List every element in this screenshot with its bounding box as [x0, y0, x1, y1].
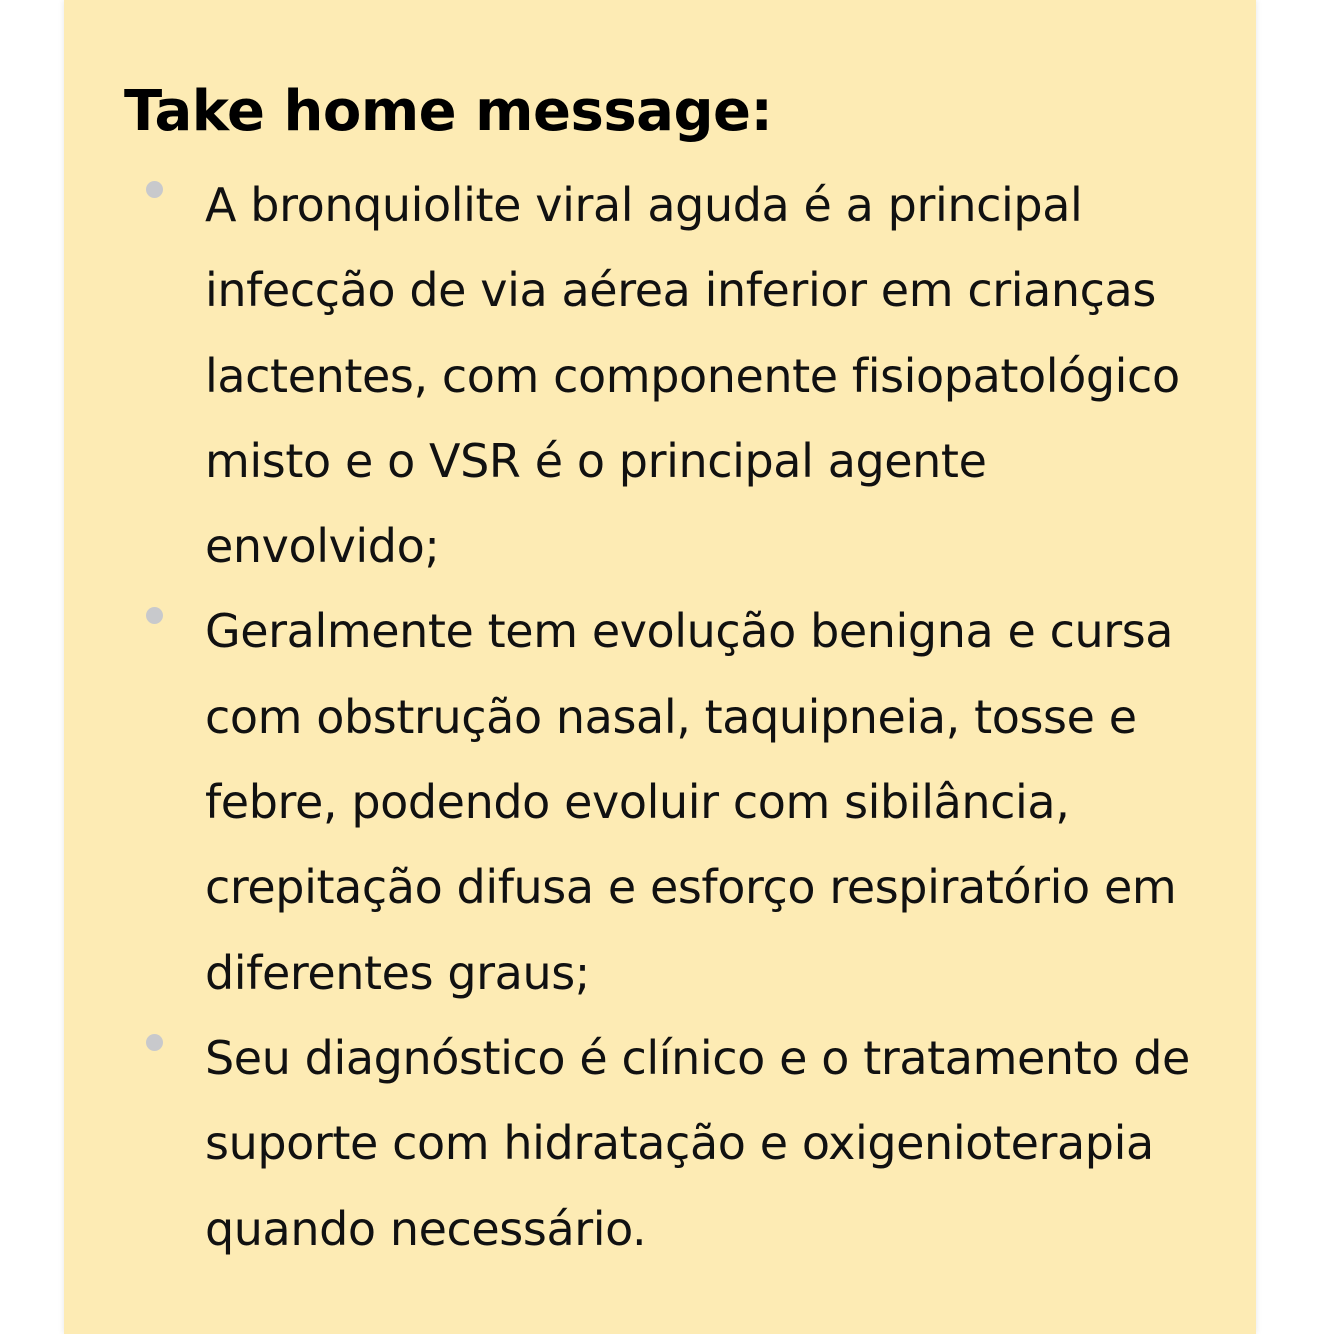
bullet-dot-icon — [146, 607, 163, 624]
bullet-dot-icon — [146, 1034, 163, 1051]
bullet-item — [64, 163, 1256, 589]
bullet-item — [64, 589, 1256, 1015]
card-title: Take home message: — [124, 79, 773, 144]
bullet-text: A bronquiolite viral aguda é a principal infecção de via aérea inferior em crianças lactentes, com componente fisiopatológico misto e o VSR é o principal agente envolvido; — [205, 178, 1180, 574]
bullet-text: Seu diagnóstico é clínico e o tratamento de suporte com hidratação e oxigenioterapia quando necessário. — [205, 1030, 1190, 1256]
bullet-dot-icon — [146, 181, 163, 198]
bullet-list — [64, 163, 1256, 1272]
bullet-item — [64, 1016, 1256, 1272]
bullet-text: Geralmente tem evolução benigna e cursa com obstrução nasal, taquipneia, tosse e febre, podendo evoluir com sibilância, crepitação difusa e esforço respiratório em diferentes graus; — [205, 604, 1177, 1000]
message-card — [64, 0, 1256, 1334]
